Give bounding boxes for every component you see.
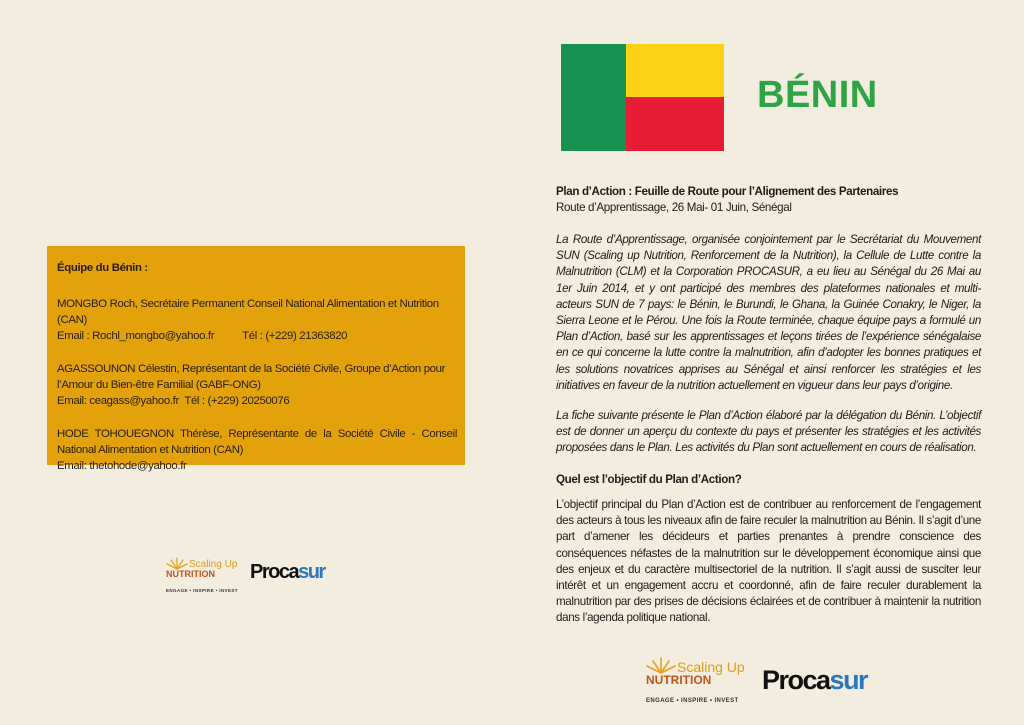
benin-flag	[561, 44, 724, 151]
objective-paragraph	[556, 497, 981, 627]
member-contact: Email : Rochl_mongbo@yahoo.fr Tél : (+229) 21363820	[57, 330, 348, 342]
member-contact: Email: ceagass@yahoo.fr Tél : (+229) 20250076	[57, 395, 290, 407]
flag-red-band	[626, 97, 724, 151]
logo-scaling-up: Scaling Up	[677, 659, 745, 675]
intro-text: La Route d’Apprentissage, organisée conjointement par le Secrétariat du Mouvement SUN (Scaling up Nutrition, Renforcement de la Nutrition), la Cellule de Lutte contre la Malnutrition (CLM) et la Corporation PROCASUR, a eu lieu au Sénégal du 26 Mai au 1er Juin 2014, et y ont participé des membres des plateformes nationales et multi-acteurs SUN de 7 pays: le Bénin, le Burundi, le Ghana, la Guinée Conakry, le Niger, la Sierra Leone et le Pérou. Une fois la Route terminée, chaque équipe pays a formulé un Plan d’Action, basé sur les apprentissages et leçons tirées de l’expérience sénégalaise en ce qui concerne la lutte contre la malnutrition, afin d’adopter les bonnes pratiques et les solutions novatrices apprises au Sénégal et ainsi renforcer les stratégies et les initiatives en faveur de la nutrition actuellement en vigueur dans leur pays d’origine.	[556, 233, 981, 392]
intro-paragraph	[556, 232, 981, 394]
intro-paragraph-2	[556, 408, 981, 457]
logo-nutrition: NUTRITION	[166, 569, 215, 579]
team-box	[47, 246, 465, 472]
objective-text: L’objectif principal du Plan d’Action est de contribuer au renforcement de l’engagement des acteurs à tous les niveaux afin de faire reculer la malnutrition au Bénin. Il s’agit d’une part d’amener les décideurs et parties prenantes à prendre conscience des conséquences néfastes de la malnutrition sur le développement économique ainsi que des enjeux et du caractère multisectoriel de la nutrition. Il s’agit aussi de susciter leur intérêt et un engagement accru et coordonné, afin de faire reculer durablement la malnutrition par des prises de décisions éclairées et de contribuer à maintenir la nutrition dans l’agenda politique national.	[556, 498, 981, 625]
scaling-up-nutrition-logo-large	[646, 656, 745, 704]
plan-title: Plan d’Action : Feuille de Route pour l’Alignement des Partenaires	[556, 185, 899, 198]
flag-yellow-band	[626, 44, 724, 97]
plan-subtitle: Route d’Apprentissage, 26 Mai- 01 Juin, Sénégal	[556, 201, 792, 214]
procasur-text-blue: sur	[298, 561, 325, 583]
objective-heading: Quel est l’objectif du Plan d’Action?	[556, 473, 742, 486]
logo-nutrition: NUTRITION	[646, 673, 712, 687]
member-name: MONGBO Roch, Secrétaire Permanent Conseil National Alimentation et Nutrition (CAN)	[57, 298, 439, 326]
logo-scaling-up: Scaling Up	[189, 559, 238, 570]
procasur-text-dark: Proca	[762, 665, 830, 695]
member-name: HODE TOHOUEGNON Thérèse, Représentante de la Société Civile - Conseil National Alimentation et Nutrition (CAN)	[57, 428, 457, 456]
team-title: Équipe du Bénin :	[57, 262, 148, 274]
procasur-logo	[250, 561, 325, 584]
team-member	[57, 296, 457, 344]
sun-icon	[646, 656, 676, 674]
procasur-logo-large	[762, 665, 867, 696]
procasur-text-blue: sur	[829, 665, 868, 695]
intro2-text: La fiche suivante présente le Plan d’Action élaboré par la délégation du Bénin. L’objectif est de donner un aperçu du contexte du pays et présenter les stratégies et les activités proposées dans le Plan. Les activités du Plan sont actuellement en cours de réalisation.	[556, 409, 981, 455]
member-contact: Email: thetohode@yahoo.fr	[57, 460, 187, 472]
logo-tagline: ENGAGE • INSPIRE • INVEST	[646, 698, 739, 704]
team-member	[57, 426, 457, 474]
flag-green-band	[561, 44, 626, 151]
logo-tagline: ENGAGE • INSPIRE • INVEST	[166, 588, 238, 593]
country-title: BÉNIN	[757, 74, 878, 116]
member-name: AGASSOUNON Célestin, Représentant de la Société Civile, Groupe d’Action pour l’Amour du Bien-être Familial (GABF-ONG)	[57, 363, 446, 391]
team-member	[57, 361, 457, 409]
scaling-up-nutrition-logo	[166, 556, 238, 594]
procasur-text-dark: Proca	[250, 561, 299, 583]
sun-icon	[166, 556, 188, 570]
